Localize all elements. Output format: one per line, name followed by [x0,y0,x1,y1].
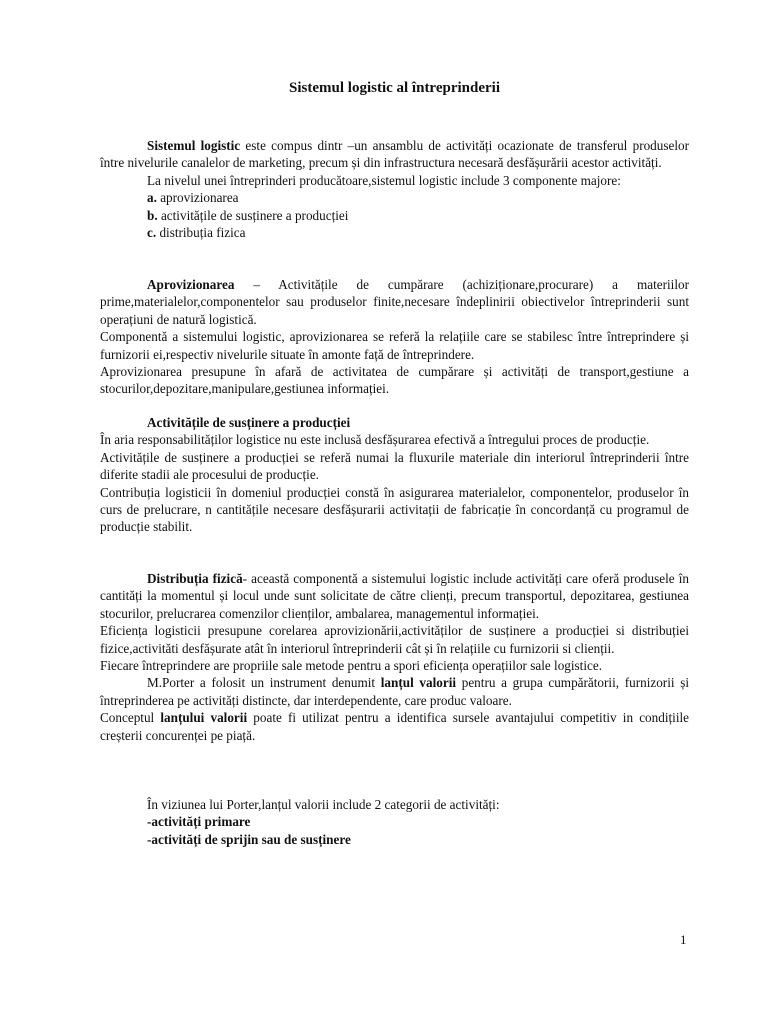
list-item [100,207,689,224]
text-run: M.Porter a folosit un instrument denumit [147,675,381,691]
list-text: distribuția fizica [156,225,246,241]
list-text: aprovizionarea [156,190,239,206]
list-text: activitățile de susținere a producției [157,207,349,223]
sustinere-heading: Activitățile de susținere a producției [147,415,351,430]
porter-item-sprijin: -activități de sprijin sau de susținere [147,831,351,847]
intro-lead-rest: este compus dintr –un ansamblu de activități ocazionate de transferul produselor între nivelurile canalelor de marketing, precum și din infrastructura necesară desfășurării acestor activități. [100,138,689,171]
lantul-valorii-paragraph [100,709,689,744]
list-item [100,224,689,241]
sustinere-paragraph-3: Contribuția logisticii în domeniul producției constă în asigurarea materialelor, componentelor, produselor în curs de prelucrare, n cantitățile necesare desfășurarii activitații de fabricație în concordanță cu programul de producție stabilit. [100,484,689,535]
aprovizionarea-lead-bold: Aprovizionarea [147,277,235,292]
intro-components-line: La nivelul unei întreprinderi producătoare,sistemul logistic include 3 componente majore: [147,172,621,188]
distributia-paragraph [100,570,689,622]
porter-section [100,796,689,848]
bold-term: lanțul valorii [380,675,457,691]
list-item [100,189,689,206]
list-letter: b. [147,207,158,223]
text-run: pentru a grupa cumpărătorii, furnizorii și întreprinderea pe activități distincte, dar interdependente, care produc valoare. [100,675,690,708]
aprovizionarea-paragraph [100,276,689,328]
distributia-lead-bold: Distribuția fizică [147,571,243,586]
distributia-paragraph-2: Eficiența logisticii presupune corelarea aprovizionării,activităților de susținere a producției si distribuției fizice,activităti desfășurate atât în interiorul întreprinderii cât și în relațiile cu furnizorii si clienții. [100,623,689,656]
text-run: Conceptul [100,710,161,726]
list-letter: a. [147,190,157,206]
sustinere-paragraph-2: Activitățile de susținere a producției se referă numai la fluxurile materiale din interiorul întreprinderii între diferite stadii ale procesului de producție. [100,449,689,483]
distributia-paragraph-3: Fiecare întreprindere are propriile sale metode pentru a spori eficiența operațiilor sale logistice. [100,658,603,674]
text-run: poate fi utilizat pentru a identifica sursele avantajului competitiv in condițiile creșterii concurenței pe piață. [100,710,689,743]
list-letter: c. [147,225,157,241]
aprovizionarea-paragraph-3: Aprovizionarea presupune în afară de activitatea de cumpărare și activități de transport,gestiune a stocurilor,depozitare,manipulare,gestiunea informației. [100,364,689,397]
document-title: Sistemul logistic al întreprinderii [289,80,500,96]
sustinere-section [100,414,689,536]
aprovizionarea-paragraph-2: Componentă a sistemului logistic, aprovizionarea se referă la relațiile care se stabilesc între întreprindere și furnizorii ei,respectiv nivelurile situate în amonte față de întreprindere. [100,329,689,362]
aprovizionarea-lead-rest: – Activitățile de cumpărare (achiziționare,procurare) a materiilor prime,materialelor,componentelor sau produselor finite,necesare îndeplinirii obiectivelor întreprinderii sunt operațiuni de natură logistică. [100,277,689,327]
page-number: 1 [680,932,687,947]
sustinere-paragraph-1: În aria responsabilităților logistice nu este inclusă desfășurarea efectivă a întregului proces de producție. [100,432,650,448]
porter-item-primare: -activități primare [147,814,251,830]
bold-term: lanțului valorii [160,710,248,726]
distributia-lead-rest: - această componentă a sistemului logistic include activități care oferă produsele în cantități la momentul și locul unde sunt solicitate de către clienți, precum transportul, depozitarea, gestiunea stocurilor, prelucrarea comenzilor clienților, ambalarea, managementul informației. [100,571,689,621]
intro-section [100,137,689,241]
porter-instrument-paragraph [100,674,689,709]
intro-lead-bold: Sistemul logistic [147,138,241,153]
distributia-section [100,570,689,744]
intro-paragraph [100,137,689,172]
porter-intro: În viziunea lui Porter,lanțul valorii include 2 categorii de activități: [147,797,500,812]
aprovizionarea-section [100,276,689,398]
